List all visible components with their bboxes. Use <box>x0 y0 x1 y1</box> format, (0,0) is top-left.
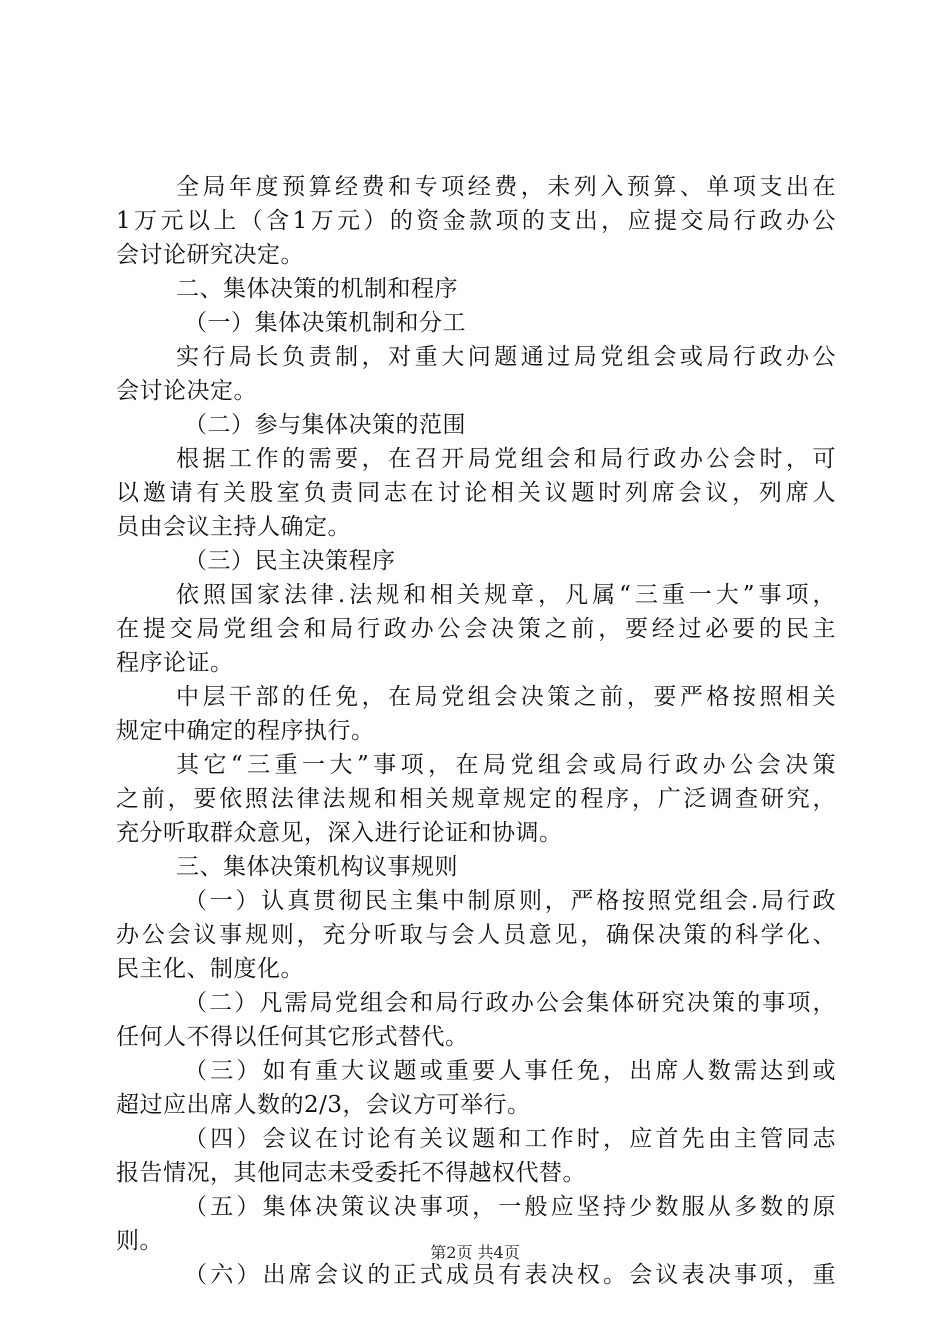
text-line: （三）民主决策程序 <box>184 548 396 574</box>
text-line: 以邀请有关股室负责同志在讨论相关议题时列席会议，列席人 <box>116 480 836 506</box>
page-footer: 第2页 共4页 <box>430 1243 520 1262</box>
text-line: 1万元以上（含1万元）的资金款项的支出，应提交局行政办公 <box>116 208 836 234</box>
text-line: （二）凡需局党组会和局行政办公会集体研究决策的事项， <box>184 990 836 1016</box>
text-line: 规定中确定的程序执行。 <box>116 718 375 744</box>
text-line: 会讨论决定。 <box>116 378 257 404</box>
text-line: （三）如有重大议题或重要人事任免，出席人数需达到或 <box>184 1058 836 1084</box>
text-line: 实行局长负责制，对重大问题通过局党组会或局行政办公 <box>176 344 836 370</box>
text-line: 会讨论研究决定。 <box>116 242 304 268</box>
text-line: （二）参与集体决策的范围 <box>184 412 466 438</box>
text-line: 充分听取群众意见，深入进行论证和协调。 <box>116 820 563 846</box>
text-line: 二、集体决策的机制和程序 <box>176 276 458 302</box>
text-line: 办公会议事规则，充分听取与会人员意见，确保决策的科学化、 <box>116 922 836 948</box>
text-line: （五）集体决策议决事项，一般应坚持少数服从多数的原 <box>184 1194 836 1220</box>
text-line: （一）集体决策机制和分工 <box>184 310 466 336</box>
text-line: 任何人不得以任何其它形式替代。 <box>116 1024 469 1050</box>
text-line: 则。 <box>116 1228 163 1254</box>
text-line: （四）会议在讨论有关议题和工作时，应首先由主管同志 <box>184 1126 836 1152</box>
text-line: 三、集体决策机构议事规则 <box>176 854 458 880</box>
text-line: 报告情况，其他同志未受委托不得越权代替。 <box>116 1160 586 1186</box>
text-line: 全局年度预算经费和专项经费，未列入预算、单项支出在 <box>176 174 836 200</box>
text-line: （六）出席会议的正式成员有表决权。会议表决事项，重 <box>184 1262 836 1288</box>
text-line: 中层干部的任免，在局党组会决策之前，要严格按照相关 <box>176 684 836 710</box>
text-line: 在提交局党组会和局行政办公会决策之前，要经过必要的民主 <box>116 616 836 642</box>
text-line: 其它“三重一大”事项，在局党组会或局行政办公会决策 <box>176 752 836 778</box>
text-line: 依照国家法律.法规和相关规章，凡属“三重一大”事项， <box>176 582 836 608</box>
text-line: 之前，要依照法律法规和相关规章规定的程序，广泛调查研究， <box>116 786 836 812</box>
text-line: 根据工作的需要，在召开局党组会和局行政办公会时，可 <box>176 446 836 472</box>
text-line: 超过应出席人数的2/3，会议方可举行。 <box>116 1092 531 1118</box>
text-line: 程序论证。 <box>116 650 234 676</box>
text-line: 民主化、制度化。 <box>116 956 304 982</box>
text-line: 员由会议主持人确定。 <box>116 514 351 540</box>
document-body <box>116 170 836 1292</box>
text-line: （一）认真贯彻民主集中制原则，严格按照党组会.局行政 <box>184 888 836 914</box>
